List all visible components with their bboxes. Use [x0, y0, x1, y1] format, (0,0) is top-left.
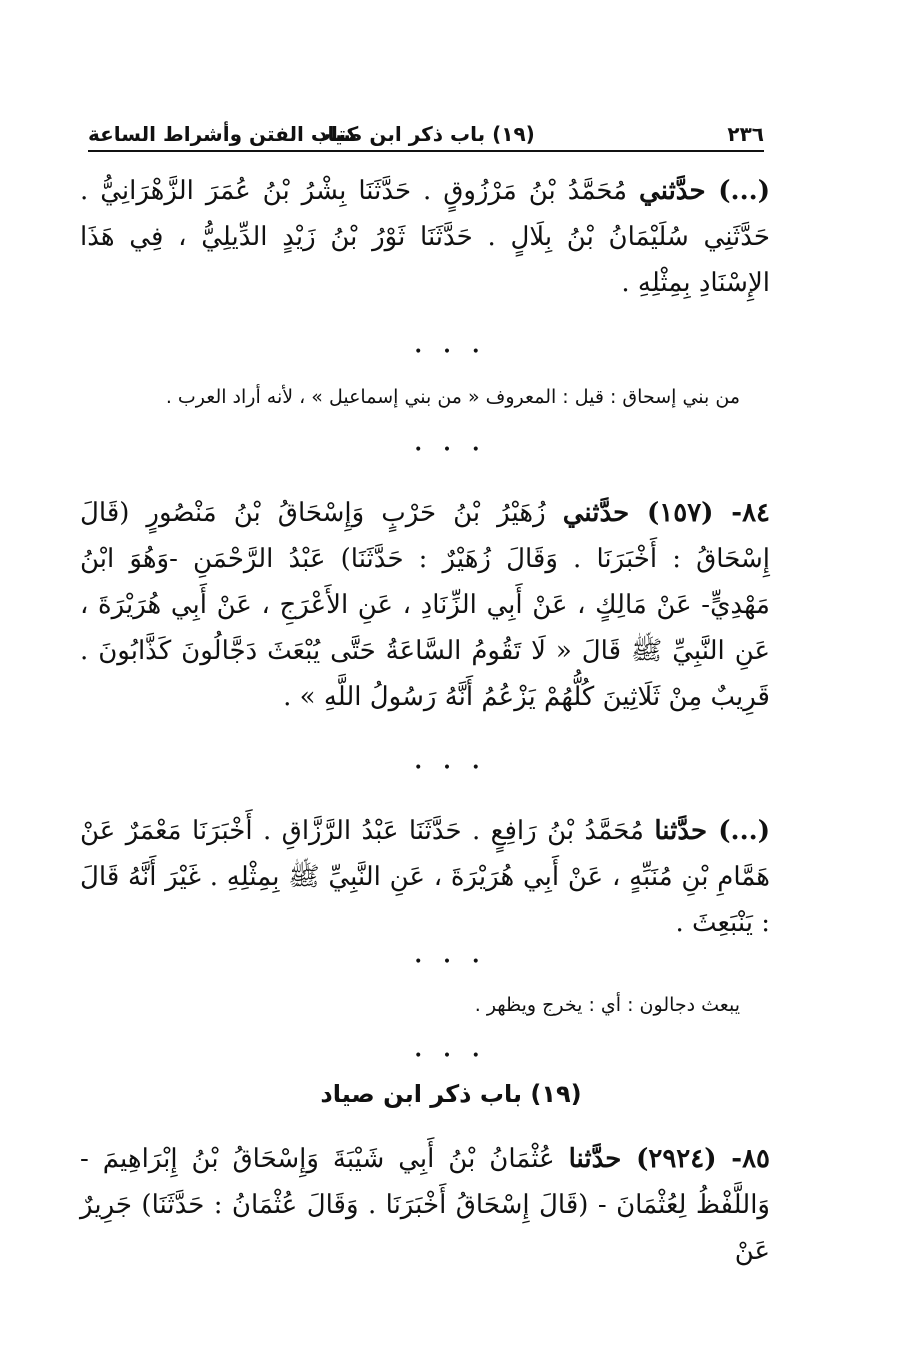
section-title: (١٩) باب ذكر ابن صياد	[320, 1080, 582, 1108]
footnote-1: من بني إسحاق : قيل : المعروف « من بني إسماعيل » ، لأنه أراد العرب .	[165, 386, 740, 408]
separator-dots: • • •	[414, 760, 488, 776]
paragraph-lead: ٨٤- (١٥٧) حدَّثني	[562, 498, 771, 528]
paragraph-text: زُهَيْرُ بْنُ حَرْبٍ وَإِسْحَاقُ بْنُ مَنْصُورٍ (قَالَ إِسْحَاقُ : أَخْبَرَنَا . وَقَالَ زُهَيْرٌ : حَدَّثَنَا) عَبْدُ الرَّحْمَنِ -وَهُوَ ابْنُ مَهْدِيٍّ- عَنْ مَالِكٍ ، عَنْ أَبِي الزِّنَادِ ، عَنِ الأَعْرَجِ ، عَنْ أَبِي هُرَيْرَةَ ، عَنِ النَّبِيِّ ﷺ قَالَ « لَا تَقُومُ السَّاعَةُ حَتَّى يُبْعَثَ دَجَّالُونَ كَذَّابُونَ . قَرِيبٌ مِنْ ثَلَاثِينَ كُلُّهُمْ يَزْعُمُ أَنَّهُ رَسُولُ اللَّهِ » .	[80, 498, 770, 712]
chapter-title: (١٩) باب ذكر ابن صياد	[317, 122, 535, 146]
paragraph-lead: (...) حدَّثنا	[654, 816, 770, 846]
hadith-paragraph-1	[80, 168, 770, 306]
paragraph-text: مُحَمَّدُ بْنُ مَرْزُوقٍ . حَدَّثَنَا بِشْرُ بْنُ عُمَرَ الزَّهْرَانِيُّ . حَدَّثَنِي سُلَيْمَانُ بْنُ بِلَالٍ . حَدَّثَنَا ثَوْرُ بْنُ زَيْدٍ الدِّيلِيُّ ، فِي هَذَا الإِسْنَادِ بِمِثْلِهِ .	[80, 176, 770, 298]
paragraph-lead: ٨٥- (٢٩٢٤) حدَّثنا	[568, 1144, 770, 1174]
separator-dots: • • •	[414, 1048, 488, 1064]
hadith-paragraph-2	[80, 490, 770, 720]
paragraph-text: مُحَمَّدُ بْنُ رَافِعٍ . حَدَّثَنَا عَبْدُ الرَّزَّاقِ . أَخْبَرَنَا مَعْمَرٌ عَنْ هَمَّامِ بْنِ مُنَبِّهٍ ، عَنْ أَبِي هُرَيْرَةَ ، عَنِ النَّبِيِّ ﷺ بِمِثْلِهِ . غَيْرَ أَنَّهُ قَالَ : يَنْبَعِثَ .	[80, 816, 770, 938]
paragraph-text: عُثْمَانُ بْنُ أَبِي شَيْبَةَ وَإِسْحَاقُ بْنُ إِبْرَاهِيمَ - وَاللَّفْظُ لِعُثْمَانَ - (قَالَ إِسْحَاقُ أَخْبَرَنَا . وَقَالَ عُثْمَانُ : حَدَّثَنَا) جَرِيرٌ عَنْ	[80, 1144, 770, 1266]
paragraph-lead: (...) حدَّثني	[639, 176, 771, 206]
footnote-2: يبعث دجالون : أي : يخرج ويظهر .	[474, 994, 740, 1016]
running-header	[88, 110, 764, 152]
book-title: كتاب الفتن وأشراط الساعة	[88, 122, 359, 146]
hadith-paragraph-4	[80, 1136, 770, 1274]
hadith-paragraph-3	[80, 808, 770, 946]
separator-dots: • • •	[414, 344, 488, 360]
separator-dots: • • •	[414, 442, 488, 458]
separator-dots: • • •	[414, 954, 488, 970]
page-number: ٢٣٦	[727, 122, 764, 146]
